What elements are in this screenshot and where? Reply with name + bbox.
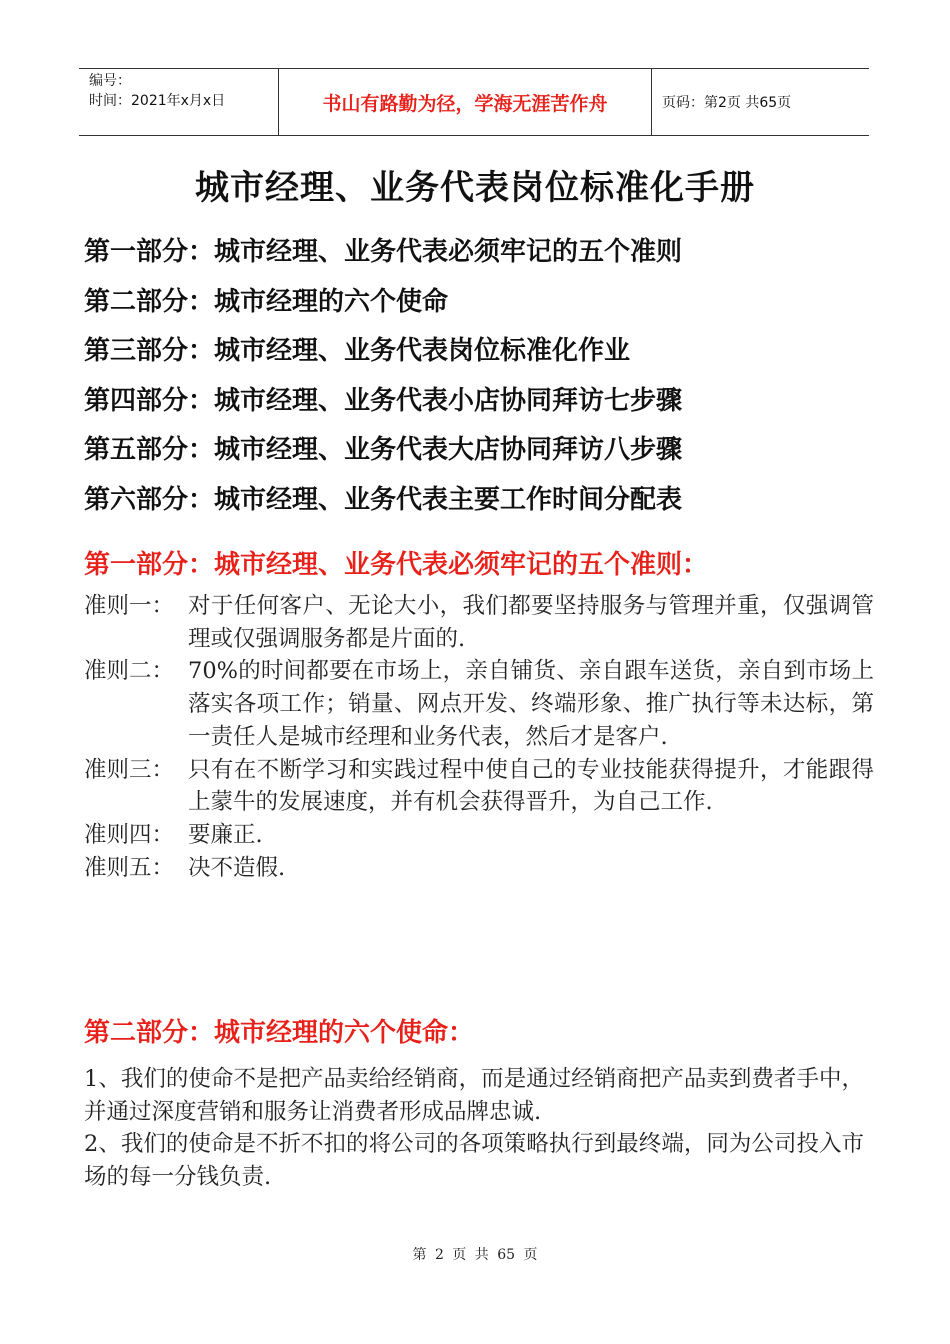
rule-label: 准则五： [84,854,175,881]
rule-item [84,754,874,819]
page-footer: 第 2 页 共 65 页 [412,1247,538,1263]
rule-text: 对于任何客户、无论大小，我们都要坚持服务与管理并重，仅强调管理或仅强调服务都是片面的. [188,593,874,652]
section1-heading: 第一部分：城市经理、业务代表必须牢记的五个准则： [84,550,709,580]
header-meta-cell [79,69,279,135]
toc-item: 第四部分：城市经理、业务代表小店协同拜访七步骤 [84,385,683,416]
rule-item [84,852,874,885]
rule-text: 只有在不断学习和实践过程中使自己的专业技能获得提升，才能跟得上蒙牛的发展速度，并有机会获得晋升，为自己工作. [188,756,874,816]
rule-item [84,590,874,655]
toc-item: 第二部分：城市经理的六个使命 [84,286,449,317]
toc-item: 第三部分：城市经理、业务代表岗位标准化作业 [84,336,631,366]
number-label: 编号： [89,73,131,89]
header-motto: 书山有路勤为径，学海无涯苦作舟 [279,69,652,135]
rule-label: 准则一： [84,593,175,619]
section2-heading: 第二部分：城市经理的六个使命： [84,1018,475,1048]
rule-label: 准则三： [84,756,175,783]
table-of-contents [84,228,884,525]
time-label: 时间：2021年x月x日 [89,93,226,109]
rule-text: 70%的时间都要在市场上，亲自铺货、亲自跟车送货，亲自到市场上落实各项工作；销量、网点开发、终端形象、推广执行等未达标，第一责任人是城市经理和业务代表，然后才是客户. [188,658,874,750]
rules-list [84,590,874,884]
document-title: 城市经理、业务代表岗位标准化手册 [195,168,755,208]
mission-item: 2、我们的使命是不折不扣的将公司的各项策略执行到最终端，同为公司投入市场的每一分钱负责. [84,1131,864,1191]
rule-text: 决不造假. [188,854,286,881]
rule-label: 准则二： [84,658,175,685]
toc-item: 第六部分：城市经理、业务代表主要工作时间分配表 [84,484,683,515]
header-table [79,68,869,136]
rule-item [84,819,874,852]
missions-list [84,1063,864,1194]
rule-text: 要廉正. [188,821,263,848]
header-page-info: 页码：第2页 共65页 [662,95,792,111]
toc-item: 第一部分：城市经理、业务代表必须牢记的五个准则 [84,237,683,267]
toc-item: 第五部分：城市经理、业务代表大店协同拜访八步骤 [84,435,683,465]
mission-item: 1、我们的使命不是把产品卖给经销商，而是通过经销商把产品卖到费者手中，并通过深度营销和服务让消费者形成品牌忠诚. [84,1066,864,1125]
rule-item [84,655,874,753]
rule-label: 准则四： [84,821,175,848]
